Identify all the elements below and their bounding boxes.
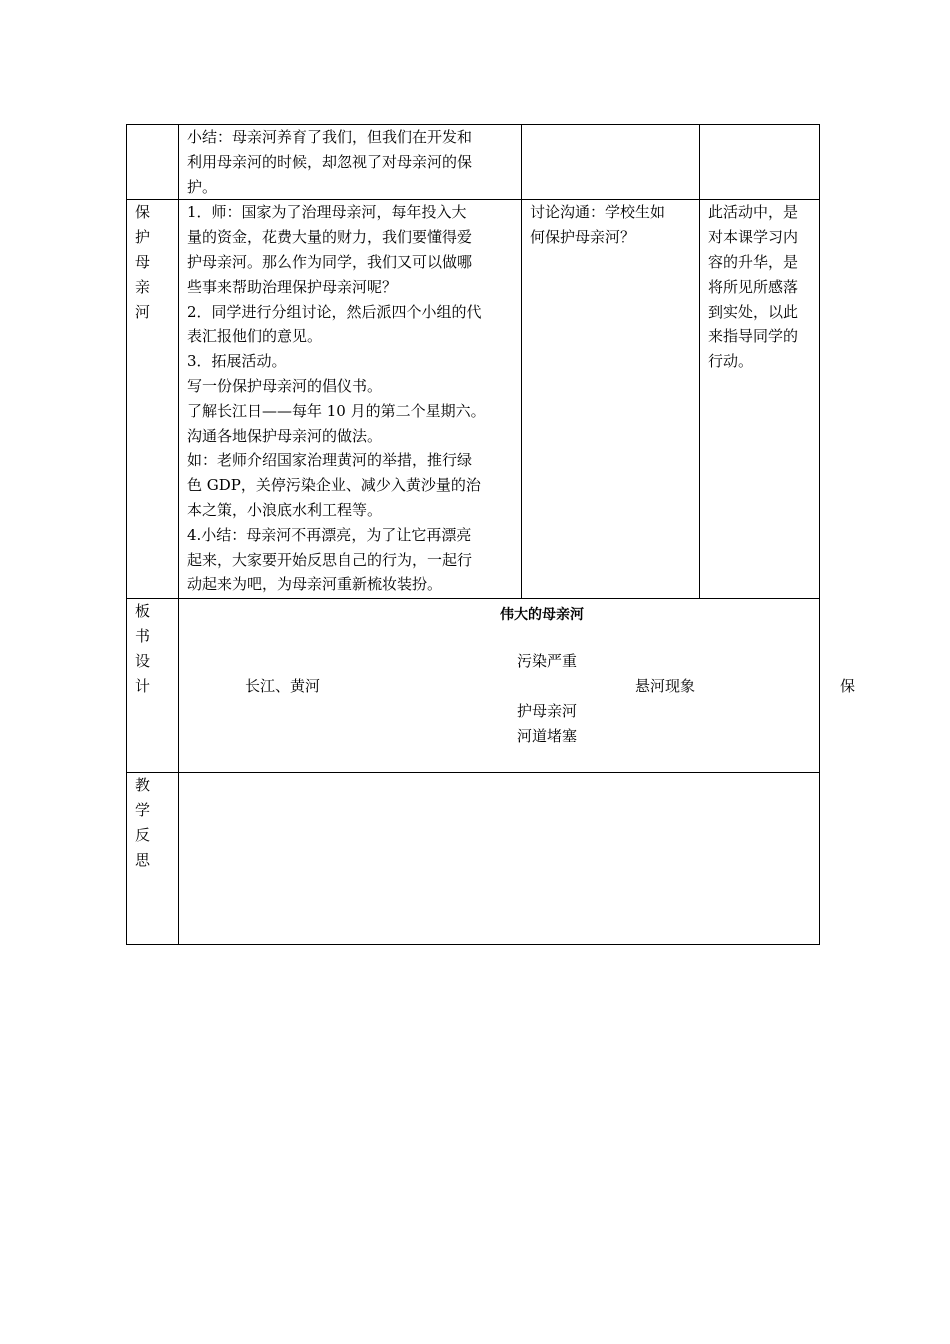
- summary-line: 小结：母亲河养育了我们，但我们在开发和: [187, 128, 473, 146]
- process-line: 本之策，小浪底水利工程等。: [187, 500, 383, 519]
- reflection-content: [179, 773, 820, 945]
- board-pollution: 污染严重: [517, 652, 578, 671]
- process-line: 动起来为吧，为母亲河重新梳妆装扮。: [187, 575, 443, 594]
- lesson-plan-table: [126, 124, 856, 945]
- heading-char: 反: [135, 825, 151, 844]
- student-activity-cell: [522, 200, 700, 599]
- process-line: 了解长江日——每年 10 月的第二个星期六。: [187, 401, 486, 420]
- student-line: 讨论沟通：学校生如: [530, 203, 666, 222]
- intent-line: 此活动中，是: [708, 203, 799, 222]
- student-line: 何保护母亲河？: [530, 228, 636, 247]
- process-line: 沟通各地保护母亲河的做法。: [187, 426, 383, 445]
- process-line: 2．同学进行分组讨论，然后派四个小组的代: [187, 302, 482, 321]
- heading-char: 护: [135, 228, 151, 247]
- heading-char: 河: [135, 302, 151, 321]
- board-hanging-river: 悬河现象: [635, 677, 696, 696]
- summary-student-cell: [522, 125, 700, 200]
- summary-line: 利用母亲河的时候，却忽视了对母亲河的保: [187, 152, 473, 171]
- process-line: 表汇报他们的意见。: [187, 327, 323, 346]
- board-design-content: [179, 599, 856, 773]
- process-line: 色 GDP，关停污染企业、减少入黄沙量的治: [187, 476, 481, 495]
- protect-river-heading: [127, 200, 179, 599]
- process-line: 量的资金，花费大量的财力，我们要懂得爱: [187, 228, 473, 247]
- intent-line: 将所见所感落: [708, 277, 799, 296]
- summary-side-cell: [127, 125, 179, 200]
- process-line: 1．师：国家为了治理母亲河，每年投入大: [187, 203, 467, 222]
- intent-line: 行动。: [708, 352, 754, 371]
- process-line: 如：老师介绍国家治理黄河的举措，推行绿: [187, 451, 473, 470]
- heading-char: 母: [135, 252, 151, 271]
- heading-char: 保: [135, 203, 151, 222]
- board-design-row: [127, 599, 820, 773]
- heading-char: 设: [135, 651, 151, 670]
- board-rivers: 长江、黄河: [245, 677, 321, 696]
- summary-process-cell: [179, 125, 522, 200]
- reflection-row: [127, 773, 820, 945]
- summary-line: 护。: [187, 177, 218, 196]
- protect-river-row: [127, 200, 820, 599]
- heading-char: 亲: [135, 277, 151, 296]
- board-design-heading: [127, 599, 179, 773]
- board-protect-rest: 护母亲河: [517, 702, 578, 721]
- process-line: 护母亲河。那么作为同学，我们又可以做哪: [187, 252, 473, 271]
- heading-char: 思: [135, 850, 151, 869]
- heading-char: 学: [135, 801, 151, 820]
- protect-process-cell: [179, 200, 522, 599]
- heading-char: 板: [135, 602, 151, 621]
- process-line: 写一份保护母亲河的倡仪书。: [187, 376, 383, 395]
- heading-char: 书: [135, 627, 151, 646]
- intent-line: 到实处，以此: [708, 302, 799, 321]
- process-line: 些事来帮助治理保护母亲河呢？: [187, 277, 398, 296]
- summary-intent-cell: [700, 125, 820, 200]
- heading-char: 教: [135, 776, 151, 795]
- heading-char: 计: [135, 676, 151, 695]
- intent-line: 来指导同学的: [708, 327, 799, 346]
- board-blockage: 河道堵塞: [517, 727, 578, 746]
- summary-row: [127, 125, 820, 200]
- process-line: 起来，大家要开始反思自己的行为，一起行: [187, 550, 473, 569]
- process-line: 3．拓展活动。: [187, 352, 287, 371]
- design-intent-cell: [700, 200, 820, 599]
- reflection-heading: [127, 773, 179, 945]
- intent-line: 容的升华，是: [708, 252, 799, 271]
- process-line: 4.小结：母亲河不再漂亮，为了让它再漂亮: [187, 525, 472, 544]
- intent-line: 对本课学习内: [708, 228, 799, 247]
- board-protect-start: 保: [840, 677, 856, 696]
- board-title: 伟大的母亲河: [500, 607, 584, 624]
